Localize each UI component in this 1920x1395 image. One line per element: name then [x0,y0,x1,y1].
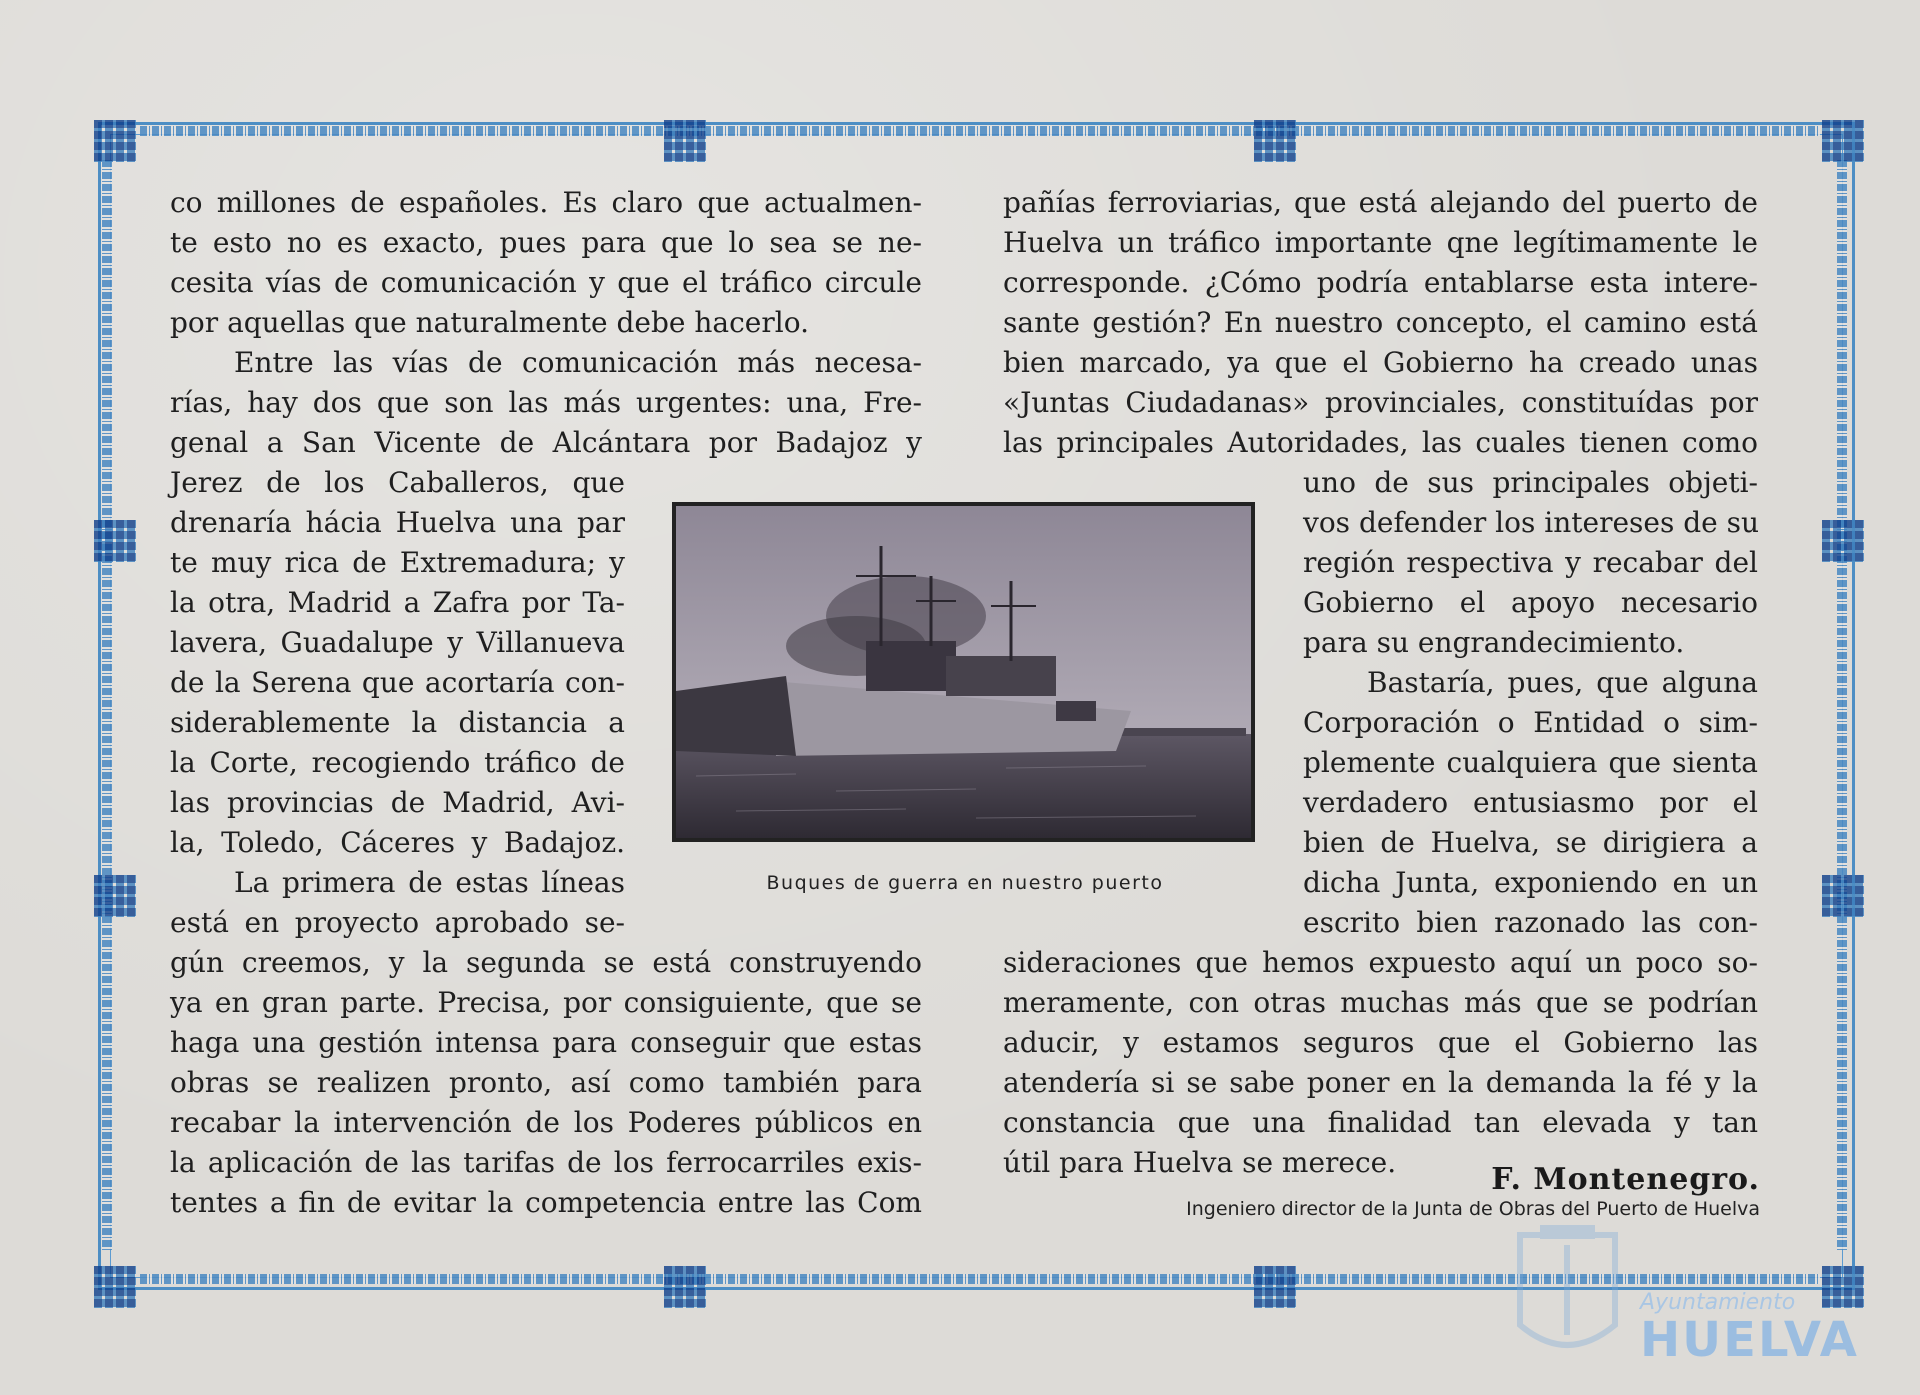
text-line: cesita vías de comunicación y que el tráfico circule [170,266,922,299]
text-line: lavera, Guadalupe y Villanueva [170,626,625,659]
text-line: recabar la intervención de los Poderes públicos en [170,1106,922,1139]
left-column-narrow [170,463,625,943]
text-line: tentes a fin de evitar la competencia entre las Com [170,1186,922,1219]
text-line: Bastaría, pues, que alguna [1367,666,1758,699]
right-column-narrow [1303,463,1758,943]
border-corner-ornament [94,1266,136,1308]
text-line: bien de Huelva, se dirigiera a [1303,826,1758,859]
text-line: la aplicación de las tarifas de los ferrocarriles exis- [170,1146,922,1179]
text-line: Corporación o Entidad o sim- [1303,706,1758,739]
text-line: sante gestión? En nuestro concepto, el camino está [1003,306,1758,339]
text-line: las principales Autoridades, las cuales tienen como [1003,426,1758,459]
text-line: Entre las vías de comunicación más necesa- [234,346,922,379]
border-corner-ornament [94,120,136,162]
text-line: constancia que una finalidad tan elevada y tan [1003,1106,1758,1139]
text-line: está en proyecto aprobado se- [170,906,625,939]
border-band-right [1837,160,1847,1250]
text-line: te esto no es exacto, pues para que lo sea se ne- [170,226,922,259]
text-line: haga una gestión intensa para conseguir que estas [170,1026,922,1059]
text-line: útil para Huelva se merece. [1003,1146,1397,1179]
border-ornament [94,520,136,562]
warship-photo [672,502,1255,842]
text-line: siderablemente la distancia a [170,706,625,739]
text-line: rías, hay dos que son las más urgentes: una, Fre- [170,386,922,419]
text-line: Huelva un tráfico importante qne legítimamente le [1003,226,1758,259]
right-column-bottom [1003,943,1758,1183]
text-line: pañías ferroviarias, que está alejando del puerto de [1003,186,1758,219]
author-signature: F. Montenegro. [1491,1162,1760,1197]
watermark-line2: HUELVA [1640,1312,1859,1368]
text-line: «Juntas Ciudadanas» provinciales, constituídas por [1003,386,1758,419]
text-line: sideraciones que hemos expuesto aquí un poco so- [1003,946,1758,979]
text-line: dicha Junta, exponiendo en un [1303,866,1758,899]
text-line: ya en gran parte. Precisa, por consiguiente, que se [170,986,922,1019]
text-line: genal a San Vicente de Alcántara por Badajoz y [170,426,922,459]
text-line: gún creemos, y la segunda se está construyendo [170,946,922,979]
text-line: región respectiva y recabar del [1303,546,1758,579]
watermark-line1: Ayuntamiento [1640,1290,1796,1315]
text-line: uno de sus principales objeti- [1303,466,1758,499]
text-line: te muy rica de Extremadura; y [170,546,625,579]
text-line: la otra, Madrid a Zafra por Ta- [170,586,625,619]
border-band-left [102,160,112,1250]
text-line: de la Serena que acortaría con- [170,666,625,699]
right-column-top [1003,183,1758,463]
text-line: drenaría hácia Huelva una par [170,506,625,539]
photo-caption: Buques de guerra en nuestro puerto [766,872,1164,894]
text-line: las provincias de Madrid, Avi- [170,786,625,819]
text-line: corresponde. ¿Cómo podría entablarse esta intere- [1003,266,1758,299]
border-ornament [1822,875,1864,917]
text-line: meramente, con otras muchas más que se podrían [1003,986,1758,1019]
text-line: verdadero entusiasmo por el [1303,786,1758,819]
text-line: vos defender los intereses de su [1303,506,1760,539]
text-line: la Corte, recogiendo tráfico de [170,746,625,779]
author-title: Ingeniero director de la Junta de Obras del Puerto de Huelva [1186,1198,1760,1220]
text-line: la, Toledo, Cáceres y Badajoz. [170,826,625,859]
text-line: para su engrandecimiento. [1303,626,1685,659]
text-line: plemente cualquiera que sienta [1303,746,1758,779]
left-column-top [170,183,922,463]
text-line: La primera de estas líneas [234,866,625,899]
text-line: aducir, y estamos seguros que el Gobierno las [1003,1026,1758,1059]
border-corner-ornament [1822,120,1864,162]
text-line: bien marcado, ya que el Gobierno ha creado unas [1003,346,1758,379]
border-ornament [1822,520,1864,562]
text-line: obras se realizen pronto, así como también para [170,1066,922,1099]
text-line: Gobierno el apoyo necesario [1303,586,1758,619]
border-ornament [664,1266,706,1308]
border-band-top [140,126,1820,136]
border-ornament [94,875,136,917]
left-column-bottom [170,943,922,1223]
border-ornament [1254,120,1296,162]
text-line: co millones de españoles. Es claro que actualmen- [170,186,922,219]
text-line: escrito bien razonado las con- [1303,906,1758,939]
border-ornament [664,120,706,162]
border-ornament [1254,1266,1296,1308]
text-line: por aquellas que naturalmente debe hacerlo. [170,306,809,339]
text-line: atendería si se sabe poner en la demanda la fé y la [1003,1066,1758,1099]
text-line: Jerez de los Caballeros, que [170,466,625,499]
